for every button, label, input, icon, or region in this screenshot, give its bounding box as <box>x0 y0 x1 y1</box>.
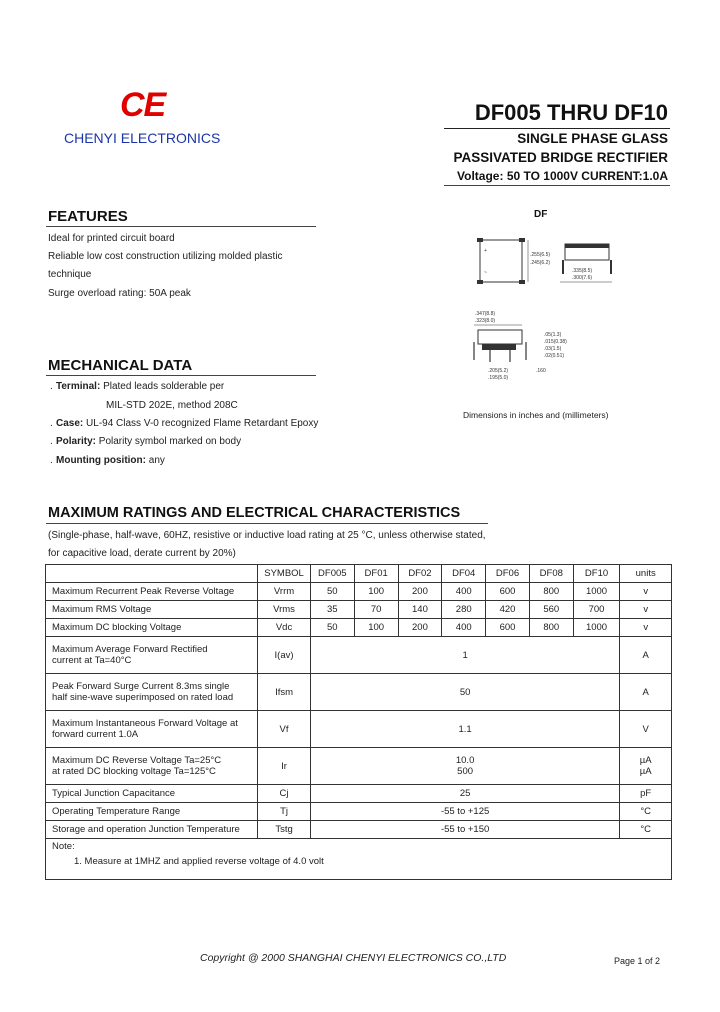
value-cell: 1000 <box>573 619 620 637</box>
symbol-cell: I(av) <box>258 637 311 674</box>
company-logo: CE <box>120 86 166 124</box>
param-cell: Maximum Recurrent Peak Reverse Voltage <box>46 583 258 601</box>
symbol-cell: Tj <box>258 803 311 821</box>
feature-item: technique <box>48 269 92 280</box>
dim-text: .205(5.2) <box>488 368 509 374</box>
dim-text: .245(6.2) <box>530 260 551 266</box>
value-cell: 200 <box>398 619 442 637</box>
param-cell: Storage and operation Junction Temperature <box>46 821 258 839</box>
header-cell: DF10 <box>573 565 620 583</box>
param-cell: Peak Forward Surge Current 8.3ms single half sine-wave superimposed on rated load <box>46 674 258 711</box>
value-cell: 70 <box>354 601 398 619</box>
mechanical-divider <box>46 375 316 376</box>
polarity-text: Polarity symbol marked on body <box>98 436 242 447</box>
value-cell: 50 <box>310 619 354 637</box>
symbol-cell: Ifsm <box>258 674 311 711</box>
case-label: Case: <box>56 418 84 429</box>
value-cell: 140 <box>398 601 442 619</box>
unit-cell: v <box>620 583 672 601</box>
value-cell: 560 <box>529 601 573 619</box>
page-title: DF005 THRU DF10 <box>474 100 668 125</box>
value-cell: -55 to +150 <box>310 821 620 839</box>
dimensions-caption: Dimensions in inches and (millimeters) <box>463 410 609 420</box>
mech-case: . Case: UL-94 Class V-0 recognized Flame Retardant Epoxy <box>50 418 319 429</box>
unit-cell: µA µA <box>620 748 672 785</box>
table-row <box>46 674 672 711</box>
param-cell: Maximum DC blocking Voltage <box>46 619 258 637</box>
dim-text: .335(8.5) <box>572 268 593 274</box>
header-cell: SYMBOL <box>258 565 311 583</box>
feature-item: Ideal for printed circuit board <box>48 233 175 244</box>
subtitle-1: SINGLE PHASE GLASS <box>517 131 668 146</box>
value-cell: 600 <box>486 583 530 601</box>
param-cell: Operating Temperature Range <box>46 803 258 821</box>
param-cell: Maximum Average Forward Rectified current at Ta=40°C <box>46 637 258 674</box>
param-cell: Typical Junction Capacitance <box>46 785 258 803</box>
value-cell: 600 <box>486 619 530 637</box>
value-cell: 1000 <box>573 583 620 601</box>
spec-line: Voltage: 50 TO 1000V CURRENT:1.0A <box>457 169 668 183</box>
dim-text: .300(7.6) <box>572 275 593 281</box>
ac-mark: ~ <box>484 270 487 276</box>
value-cell: 800 <box>529 583 573 601</box>
mech-terminal-standard: MIL-STD 202E, method 208C <box>106 400 238 411</box>
header-divider <box>444 185 670 186</box>
package-label: DF <box>534 209 548 220</box>
ratings-table <box>45 564 672 880</box>
value-cell: 50 <box>310 583 354 601</box>
polarity-label: Polarity: <box>56 436 97 447</box>
ratings-heading: MAXIMUM RATINGS AND ELECTRICAL CHARACTERISTICS <box>48 505 461 521</box>
value-cell: -55 to +125 <box>310 803 620 821</box>
plus-mark: + <box>484 248 487 254</box>
unit-cell: °C <box>620 821 672 839</box>
table-header-row <box>46 565 672 583</box>
header-cell: DF02 <box>398 565 442 583</box>
feature-item: Surge overload rating: 50A peak <box>48 288 191 299</box>
value-cell: 200 <box>398 583 442 601</box>
symbol-cell: Vrms <box>258 601 311 619</box>
table-row <box>46 748 672 785</box>
value-cell: 1.1 <box>310 711 620 748</box>
value-cell: 50 <box>310 674 620 711</box>
title-divider <box>444 128 670 129</box>
param-cell: Maximum DC Reverse Voltage Ta=25°C at rated DC blocking voltage Ta=125°C <box>46 748 258 785</box>
header-cell: DF04 <box>442 565 486 583</box>
dim-text: .195(5.0) <box>488 375 509 381</box>
mech-polarity: . Polarity: Polarity symbol marked on body <box>50 436 242 447</box>
header-cell: DF08 <box>529 565 573 583</box>
unit-cell: v <box>620 619 672 637</box>
value-cell: 35 <box>310 601 354 619</box>
value-cell: 1 <box>310 637 620 674</box>
table-row <box>46 583 672 601</box>
unit-cell: A <box>620 674 672 711</box>
ratings-note-1: (Single-phase, half-wave, 60HZ, resistive or inductive load rating at 25 °C, unless otherwise stated, <box>48 530 486 541</box>
header-cell: DF01 <box>354 565 398 583</box>
value-cell: 400 <box>442 583 486 601</box>
company-name: CHENYI ELECTRONICS <box>64 130 221 146</box>
lead-tab <box>519 238 525 242</box>
dim-text: .05(1.3) <box>544 332 562 338</box>
table-row <box>46 785 672 803</box>
terminal-label: Terminal: <box>56 381 101 392</box>
param-cell: Maximum Instantaneous Forward Voltage at forward current 1.0A <box>46 711 258 748</box>
symbol-cell: Vrrm <box>258 583 311 601</box>
value-cell: 100 <box>354 619 398 637</box>
value-cell: 25 <box>310 785 620 803</box>
lead-tab <box>477 238 483 242</box>
case-text: UL-94 Class V-0 recognized Flame Retardant Epoxy <box>86 418 319 429</box>
value-cell: 700 <box>573 601 620 619</box>
dim-text: .323(8.0) <box>475 318 496 324</box>
symbol-cell: Vf <box>258 711 311 748</box>
copyright: Copyright @ 2000 SHANGHAI CHENYI ELECTRONICS CO.,LTD <box>200 952 507 964</box>
table-note-row <box>46 839 672 880</box>
table-row <box>46 803 672 821</box>
value-cell: 420 <box>486 601 530 619</box>
table-row <box>46 711 672 748</box>
dim-text: .015(0.38) <box>544 339 567 345</box>
note-text: 1. Measure at 1MHZ and applied reverse voltage of 4.0 volt <box>74 856 324 867</box>
unit-cell: A <box>620 637 672 674</box>
page-number: Page 1 of 2 <box>614 956 661 966</box>
symbol-cell: Vdc <box>258 619 311 637</box>
table-row <box>46 637 672 674</box>
mechanical-heading: MECHANICAL DATA <box>48 357 193 374</box>
mounting-label: Mounting position: <box>56 455 146 466</box>
package-outline-drawing <box>460 222 630 392</box>
terminal-text: Plated leads solderable per <box>103 381 225 392</box>
header-cell: units <box>620 565 672 583</box>
mech-mounting: . Mounting position: any <box>50 455 165 466</box>
symbol-cell: Ir <box>258 748 311 785</box>
dim-text: .160 <box>536 368 546 374</box>
param-cell: Maximum RMS Voltage <box>46 601 258 619</box>
feature-item: Reliable low cost construction utilizing molded plastic <box>48 251 283 262</box>
symbol-cell: Tstg <box>258 821 311 839</box>
table-row <box>46 619 672 637</box>
unit-cell: v <box>620 601 672 619</box>
features-divider <box>46 226 316 227</box>
dim-text: .347(8.8) <box>475 311 496 317</box>
dim-text: .02(0.51) <box>544 353 565 359</box>
header-cell-param <box>46 565 258 583</box>
table-row <box>46 601 672 619</box>
header-cell: DF005 <box>310 565 354 583</box>
ratings-note-2: for capacitive load, derate current by 20%) <box>48 548 236 559</box>
features-heading: FEATURES <box>48 208 128 225</box>
dim-text: .03(1.5) <box>544 346 562 352</box>
lead-tab <box>477 280 483 284</box>
ratings-divider <box>46 523 488 524</box>
subtitle-2: PASSIVATED BRIDGE RECTIFIER <box>453 150 668 165</box>
dim-text: .255(6.5) <box>530 252 551 258</box>
unit-cell: pF <box>620 785 672 803</box>
mounting-text: any <box>148 455 165 466</box>
mech-terminal: . Terminal: Plated leads solderable per <box>50 381 225 392</box>
header-cell: DF06 <box>486 565 530 583</box>
unit-cell: V <box>620 711 672 748</box>
end-view-body <box>478 330 522 344</box>
unit-cell: °C <box>620 803 672 821</box>
table-row <box>46 821 672 839</box>
value-cell: 10.0 500 <box>310 748 620 785</box>
value-cell: 280 <box>442 601 486 619</box>
value-cell: 800 <box>529 619 573 637</box>
value-cell: 400 <box>442 619 486 637</box>
lead-tab <box>519 280 525 284</box>
note-cell <box>46 839 672 880</box>
note-title: Note: <box>52 841 75 852</box>
value-cell: 100 <box>354 583 398 601</box>
symbol-cell: Cj <box>258 785 311 803</box>
